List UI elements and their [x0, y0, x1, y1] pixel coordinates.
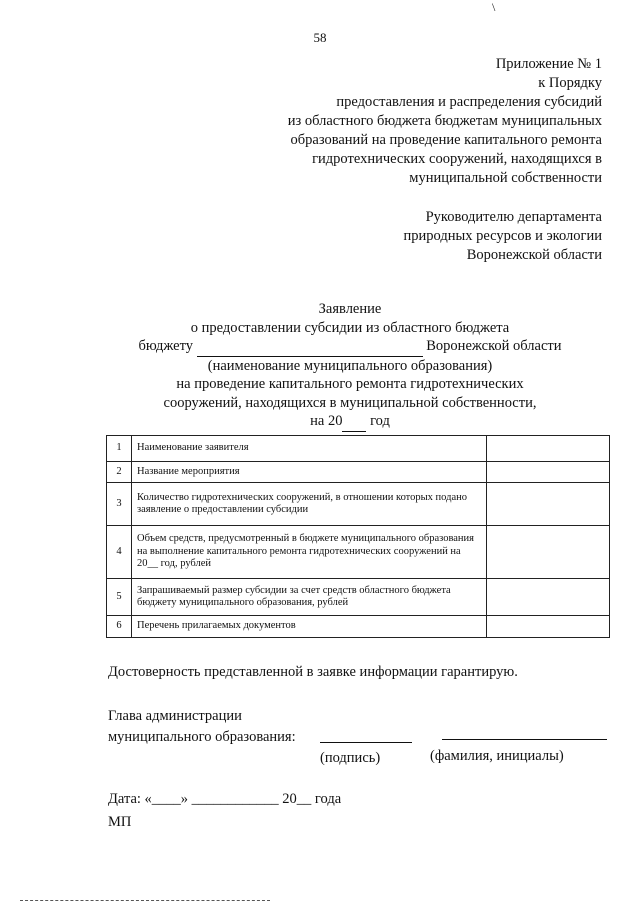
addressee-line: природных ресурсов и экологии: [403, 228, 602, 244]
appendix-line: предоставления и распределения субсидий: [336, 94, 602, 110]
head-title-line1: Глава администрации: [108, 708, 242, 724]
head-title-line2: муниципального образования:: [108, 729, 296, 745]
statement-subject: о предоставлении субсидии из областного бюджета: [190, 319, 510, 336]
row-number: 3: [107, 483, 132, 526]
statement-year-line: [100, 412, 600, 432]
budget-suffix: Воронежской области: [426, 338, 562, 354]
row-label: Наименование заявителя: [132, 436, 487, 462]
table-row: [107, 483, 610, 526]
statement-purpose-2: сооружений, находящихся в муниципальной собственности,: [163, 394, 537, 411]
statement-budget-line: [100, 337, 600, 357]
row-label: Запрашиваемый размер субсидии за счет средств областного бюджета бюджету муниципального образования, рублей: [132, 579, 487, 616]
row-value-cell[interactable]: [487, 579, 610, 616]
table-row: [107, 462, 610, 483]
appendix-block: [182, 55, 602, 188]
footnote-divider: [20, 900, 270, 901]
appendix-line: к Порядку: [538, 75, 602, 91]
statement-title: [100, 300, 600, 432]
appendix-line: Приложение № 1: [495, 56, 602, 72]
addressee-line: Воронежской области: [466, 247, 602, 263]
budget-prefix: бюджету: [138, 338, 194, 354]
row-number: 6: [107, 616, 132, 638]
table-row: [107, 526, 610, 579]
row-number: 4: [107, 526, 132, 579]
appendix-line: гидротехнических сооружений, находящихся в: [312, 151, 602, 167]
corner-mark: \: [492, 0, 496, 14]
table-row: [107, 436, 610, 462]
stamp-place: МП: [108, 814, 132, 830]
municipality-blank[interactable]: [197, 337, 423, 357]
row-label: Название мероприятия: [132, 462, 487, 483]
statement-purpose-1: на проведение капитального ремонта гидротехнических: [176, 376, 524, 392]
signature-label: (подпись): [320, 750, 381, 766]
table-row: [107, 579, 610, 616]
signature-line[interactable]: [320, 742, 412, 743]
row-value-cell[interactable]: [487, 526, 610, 579]
row-label: Перечень прилагаемых документов: [132, 616, 487, 638]
year-prefix: на 20: [310, 413, 343, 429]
row-value-cell[interactable]: [487, 483, 610, 526]
appendix-line: из областного бюджета бюджетам муниципальных: [287, 113, 602, 129]
row-number: 5: [107, 579, 132, 616]
row-label: Количество гидротехнических сооружений, в отношении которых подано заявление о предоставлении субсидии: [132, 483, 487, 526]
addressee-line: Руководителю департамента: [425, 209, 602, 225]
addressee-block: [282, 208, 602, 265]
municipality-hint: (наименование муниципального образования): [207, 357, 493, 374]
application-table: [106, 435, 610, 638]
appendix-line: образований на проведение капитального ремонта: [290, 132, 602, 148]
row-value-cell[interactable]: [487, 616, 610, 638]
statement-heading: Заявление: [318, 301, 382, 317]
table-row: [107, 616, 610, 638]
date-field: Дата: «____» ____________ 20__ года: [108, 791, 342, 807]
row-value-cell[interactable]: [487, 436, 610, 462]
year-blank[interactable]: [342, 412, 366, 432]
row-value-cell[interactable]: [487, 462, 610, 483]
row-number: 2: [107, 462, 132, 483]
name-line[interactable]: [442, 739, 607, 740]
name-label: (фамилия, инициалы): [430, 748, 564, 764]
year-suffix: год: [370, 413, 390, 429]
row-label: Объем средств, предусмотренный в бюджете муниципального образования на выполнение капитального ремонта гидротехнических сооружений на 20__ год, рублей: [132, 526, 487, 579]
row-number: 1: [107, 436, 132, 462]
appendix-line: муниципальной собственности: [409, 170, 602, 186]
page-number: 58: [313, 30, 327, 45]
guarantee-statement: Достоверность представленной в заявке информации гарантирую.: [108, 664, 518, 680]
